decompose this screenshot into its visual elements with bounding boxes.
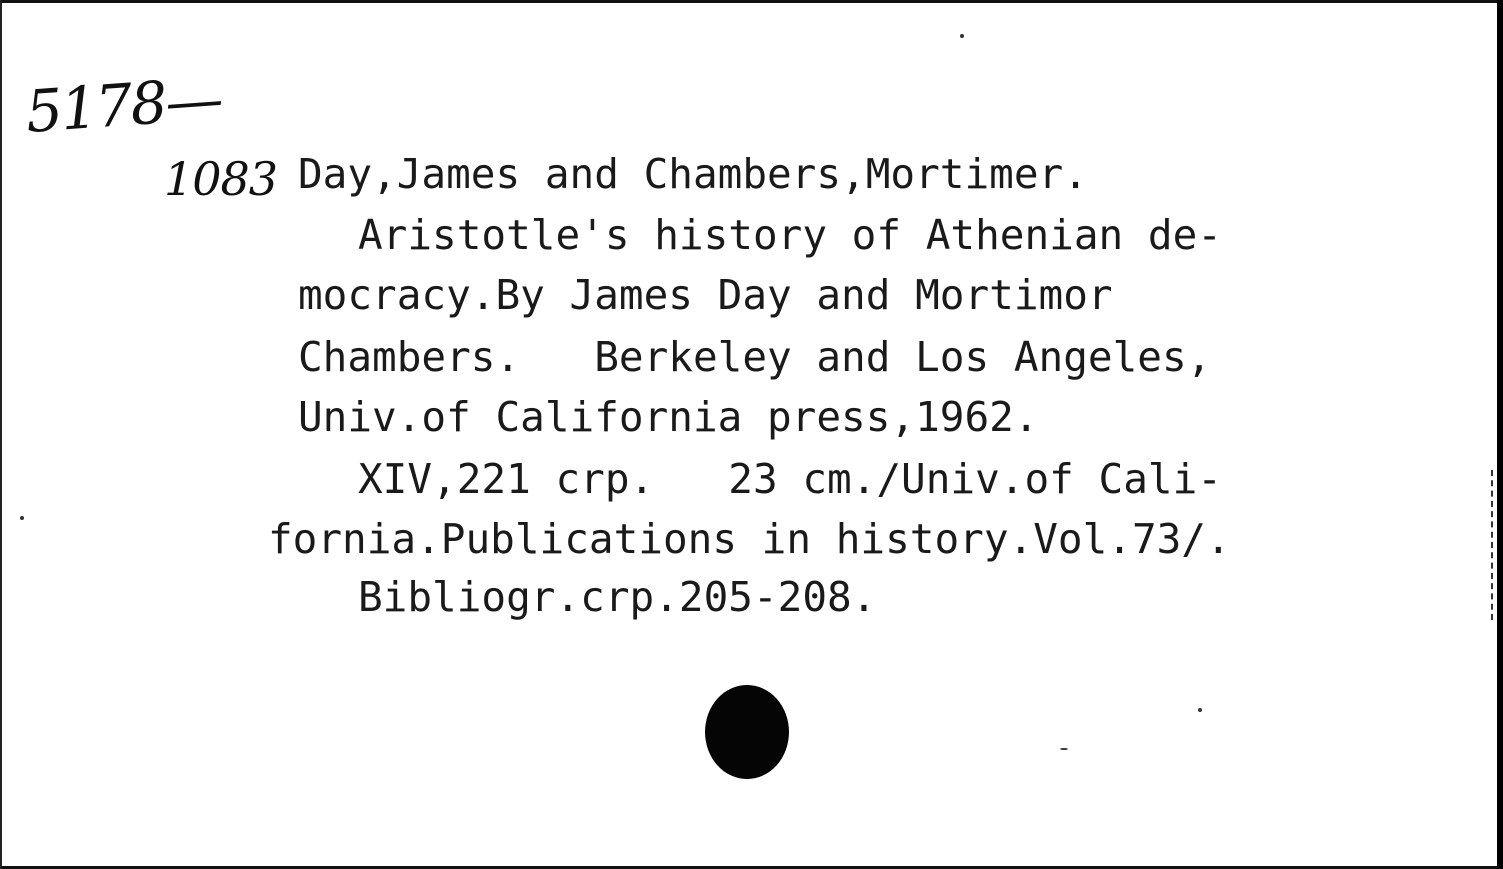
- handwritten-call-number: 5178—: [23, 64, 224, 146]
- speck: [960, 34, 964, 38]
- card-right-perforation: [1491, 470, 1495, 620]
- speck: [1060, 748, 1068, 750]
- title-line-1: Aristotle's history of Athenian de-: [358, 211, 1222, 259]
- bibliography-note: Bibliogr.crp.205-208.: [358, 573, 877, 621]
- speck: [1198, 708, 1202, 712]
- speck: [20, 516, 24, 520]
- author-line: Day,James and Chambers,Mortimer.: [298, 150, 1088, 198]
- collation-line-1: XIV,221 crp. 23 cm./Univ.of Cali-: [358, 455, 1222, 503]
- collation-line-2: fornia.Publications in history.Vol.73/.: [268, 515, 1231, 563]
- punch-hole: [705, 685, 789, 779]
- imprint-line-1: Chambers. Berkeley and Los Angeles,: [298, 333, 1212, 381]
- handwritten-entry-number: 1083: [164, 152, 278, 206]
- card-top-edge: [0, 0, 1503, 3]
- card-left-edge: [0, 0, 2, 869]
- card-right-edge: [1497, 0, 1503, 869]
- title-line-2: mocracy.By James Day and Mortimor: [298, 271, 1113, 319]
- imprint-line-2: Univ.of California press,1962.: [298, 393, 1039, 441]
